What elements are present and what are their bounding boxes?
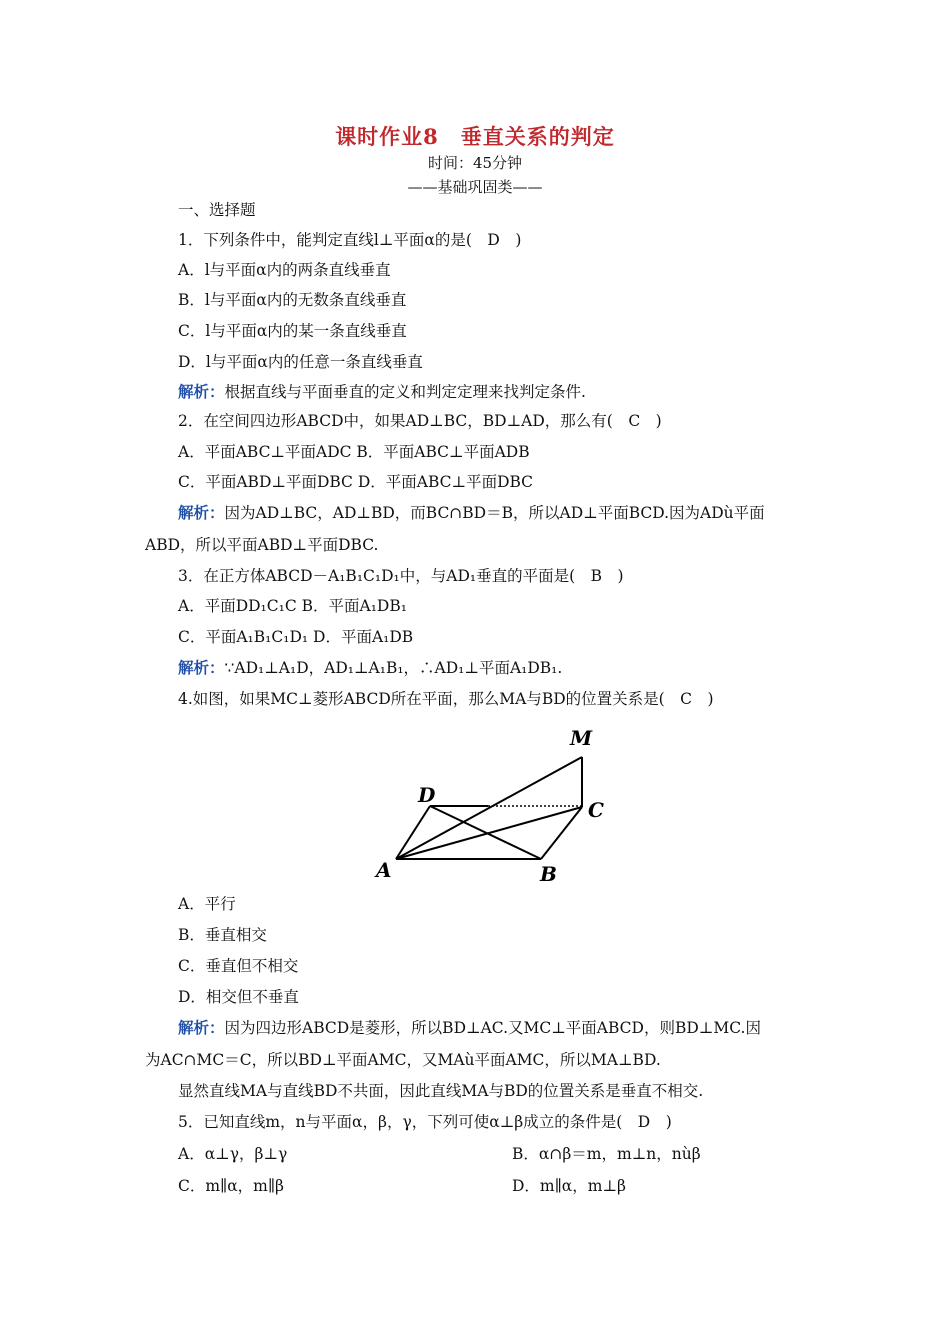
section-banner: ——基础巩固类—— (407, 178, 543, 196)
question-4-analysis (178, 1018, 761, 1038)
analysis-text: ∵AD₁⊥A₁D，AD₁⊥A₁B₁，∴AD₁⊥平面A₁DB₁. (224, 659, 563, 677)
question-2-analysis (178, 503, 765, 523)
label-a: A (376, 858, 392, 882)
edge-db (430, 806, 541, 859)
label-c: C (588, 798, 604, 822)
question-5-option-b: B．α∩β＝m，m⊥n，nùβ (512, 1145, 701, 1163)
question-3-options-cd: C．平面A₁B₁C₁D₁ D．平面A₁DB (178, 628, 414, 646)
edge-bc (541, 807, 582, 859)
analysis-label: 解析： (178, 658, 225, 677)
label-m: M (570, 726, 593, 750)
question-1-option-b: B．l与平面α内的无数条直线垂直 (178, 291, 407, 309)
question-4-conclusion: 显然直线MA与直线BD不共面，因此直线MA与BD的位置关系是垂直不相交. (178, 1082, 704, 1100)
question-5-option-a: A．α⊥γ，β⊥γ (178, 1145, 288, 1163)
question-2-options-cd: C．平面ABD⊥平面DBC D．平面ABC⊥平面DBC (178, 473, 534, 491)
question-5-option-d: D．m∥α，m⊥β (512, 1177, 626, 1195)
question-1-stem: 1．下列条件中，能判定直线l⊥平面α的是( D ) (178, 231, 522, 249)
question-4-option-d: D．相交但不垂直 (178, 988, 299, 1006)
label-b: B (540, 862, 557, 886)
question-1-option-c: C．l与平面α内的某一条直线垂直 (178, 322, 407, 340)
analysis-text: 根据直线与平面垂直的定义和判定定理来找判定条件. (224, 383, 586, 401)
question-1-option-a: A．l与平面α内的两条直线垂直 (178, 261, 391, 279)
question-3-stem: 3．在正方体ABCD－A₁B₁C₁D₁中，与AD₁垂直的平面是( B ) (178, 567, 624, 585)
time-limit: 时间：45分钟 (427, 154, 523, 172)
question-2-options-ab: A．平面ABC⊥平面ADC B．平面ABC⊥平面ADB (178, 443, 530, 461)
part-heading: 一、选择题 (178, 201, 256, 219)
question-3-options-ab: A．平面DD₁C₁C B．平面A₁DB₁ (178, 597, 407, 615)
question-5-option-c: C．m∥α，m∥β (178, 1177, 285, 1195)
question-4-option-a: A．平行 (178, 895, 236, 913)
question-1-option-d: D．l与平面α内的任意一条直线垂直 (178, 353, 423, 371)
question-5-stem: 5．已知直线m，n与平面α，β，γ，下列可使α⊥β成立的条件是( D ) (178, 1113, 672, 1131)
analysis-label: 解析： (178, 382, 225, 401)
analysis-label: 解析： (178, 1018, 225, 1037)
analysis-label: 解析： (178, 503, 225, 522)
analysis-text: 因为AD⊥BC，AD⊥BD，而BC∩BD＝B，所以AD⊥平面BCD.因为ADù平面 (224, 504, 765, 522)
question-4-option-c: C．垂直但不相交 (178, 957, 299, 975)
page-title: 课时作业8 垂直关系的判定 (335, 124, 615, 149)
question-1-analysis (178, 382, 586, 402)
question-4-analysis-cont: 为AC∩MC＝C，所以BD⊥平面AMC，又MAù平面AMC，所以MA⊥BD. (145, 1051, 661, 1069)
question-3-analysis (178, 658, 562, 678)
question-2-stem: 2．在空间四边形ABCD中，如果AD⊥BC，BD⊥AD，那么有( C ) (178, 412, 662, 430)
rhombus-pyramid-figure (360, 720, 620, 890)
label-d: D (418, 783, 436, 807)
analysis-text: 因为四边形ABCD是菱形，所以BD⊥AC.又MC⊥平面ABCD，则BD⊥MC.因 (224, 1019, 761, 1037)
question-4-stem: 4.如图，如果MC⊥菱形ABCD所在平面，那么MA与BD的位置关系是( C ) (178, 690, 714, 708)
question-2-analysis-cont: ABD，所以平面ABD⊥平面DBC. (145, 536, 379, 554)
question-4-option-b: B．垂直相交 (178, 926, 267, 944)
